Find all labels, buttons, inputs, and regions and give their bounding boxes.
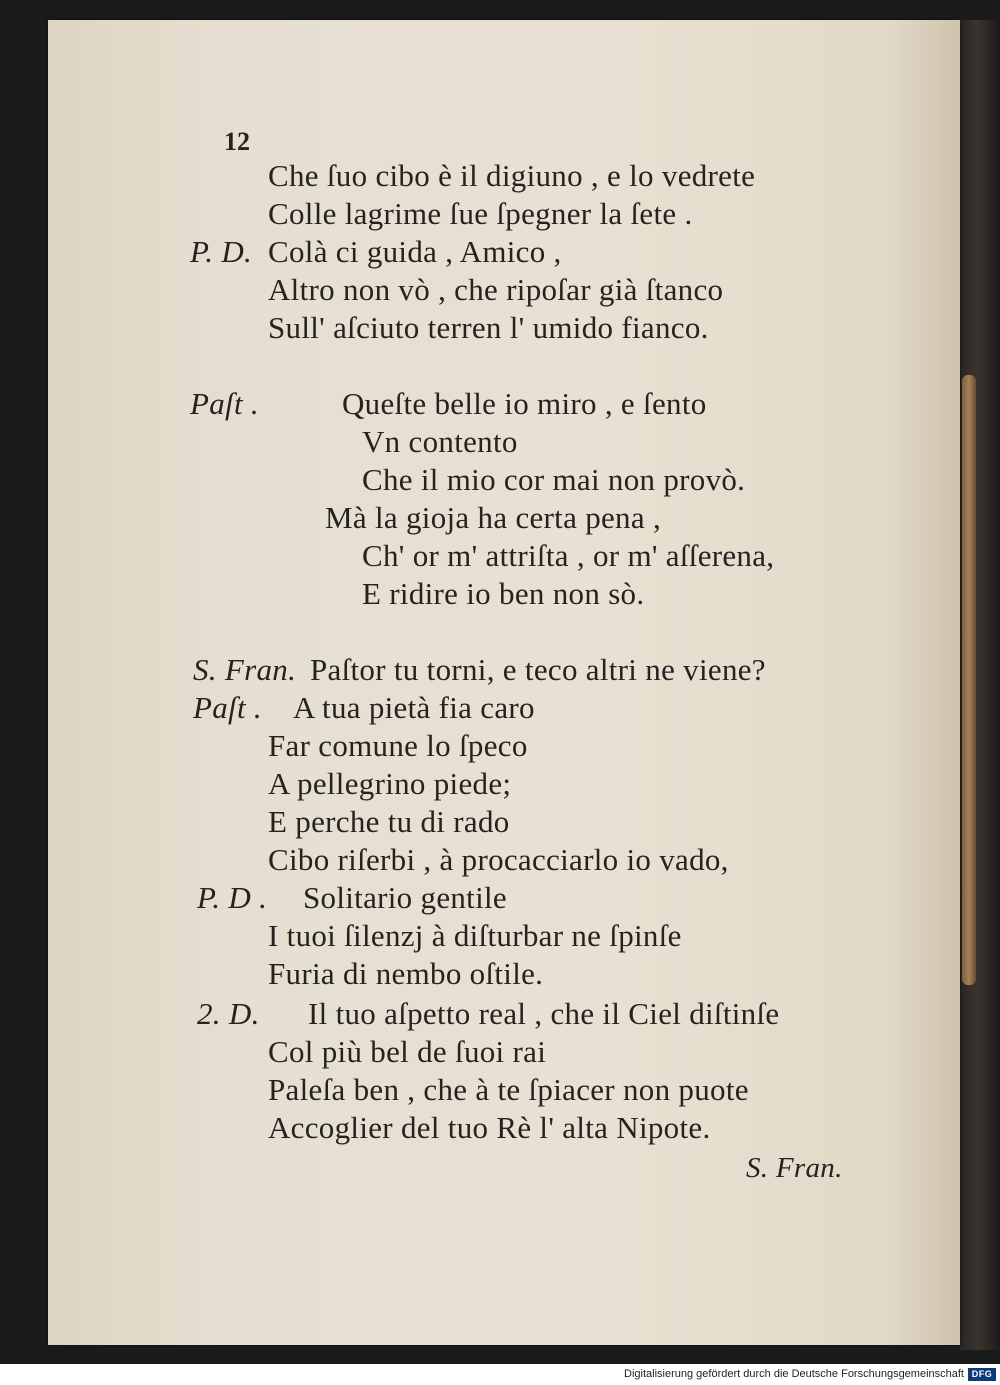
- verse-line: A pellegrino piede;: [268, 766, 512, 801]
- verse-line: Altro non vò , che ripoſar già ſtanco: [268, 272, 724, 307]
- footer-credit: Digitalisierung gefördert durch die Deutsche Forschungsgemeinschaft: [624, 1368, 964, 1380]
- verse-line: Paleſa ben , che à te ſpiacer non puote: [268, 1072, 749, 1107]
- verse-line: E perche tu di rado: [268, 804, 510, 839]
- speaker-label: S. Fran.: [193, 652, 297, 687]
- verse-line: Colle lagrime ſue ſpegner la ſete .: [268, 196, 693, 231]
- verse-line: Solitario gentile: [303, 880, 507, 915]
- speaker-label: Paſt .: [190, 386, 259, 421]
- verse-line: Colà ci guida , Amico ,: [268, 234, 562, 269]
- verse-line: Far comune lo ſpeco: [268, 728, 528, 763]
- verse-line: A tua pietà fia caro: [293, 690, 535, 725]
- verse-line: Vn contento: [362, 424, 518, 459]
- dfg-logo-icon: DFG: [968, 1368, 996, 1381]
- verse-line: Paſtor tu torni, e teco altri ne viene?: [310, 652, 766, 687]
- verse-line: Col più bel de ſuoi rai: [268, 1034, 547, 1069]
- verse-line: E ridire io ben non sò.: [362, 576, 645, 611]
- catchword: S. Fran.: [746, 1152, 843, 1184]
- page-number: 12: [224, 127, 250, 156]
- speaker-label: 2. D.: [197, 996, 260, 1031]
- speaker-label: P. D .: [197, 880, 268, 915]
- verse-line: Queſte belle io miro , e ſento: [342, 386, 707, 421]
- speaker-label: Paſt .: [193, 690, 262, 725]
- footer-bar: [0, 1364, 1000, 1385]
- verse-line: Che ſuo cibo è il digiuno , e lo vedrete: [268, 158, 756, 193]
- verse-line: Ch' or m' attriſta , or m' aſſerena,: [362, 538, 775, 573]
- verse-line: Cibo riſerbi , à procacciarlo io vado,: [268, 842, 729, 877]
- verse-line: Furia di nembo oſtile.: [268, 956, 544, 991]
- verse-line: Che il mio cor mai non provò.: [362, 462, 746, 497]
- verse-line: Sull' aſciuto terren l' umido fianco.: [268, 310, 709, 345]
- verse-line: Accoglier del tuo Rè l' alta Nipote.: [268, 1110, 711, 1145]
- verse-line: Il tuo aſpetto real , che il Ciel diſtinſe: [308, 996, 780, 1031]
- verse-line: I tuoi ſilenzj à diſturbar ne ſpinſe: [268, 918, 682, 953]
- speaker-label: P. D.: [190, 234, 253, 269]
- verse-line: Mà la gioja ha certa pena ,: [325, 500, 662, 535]
